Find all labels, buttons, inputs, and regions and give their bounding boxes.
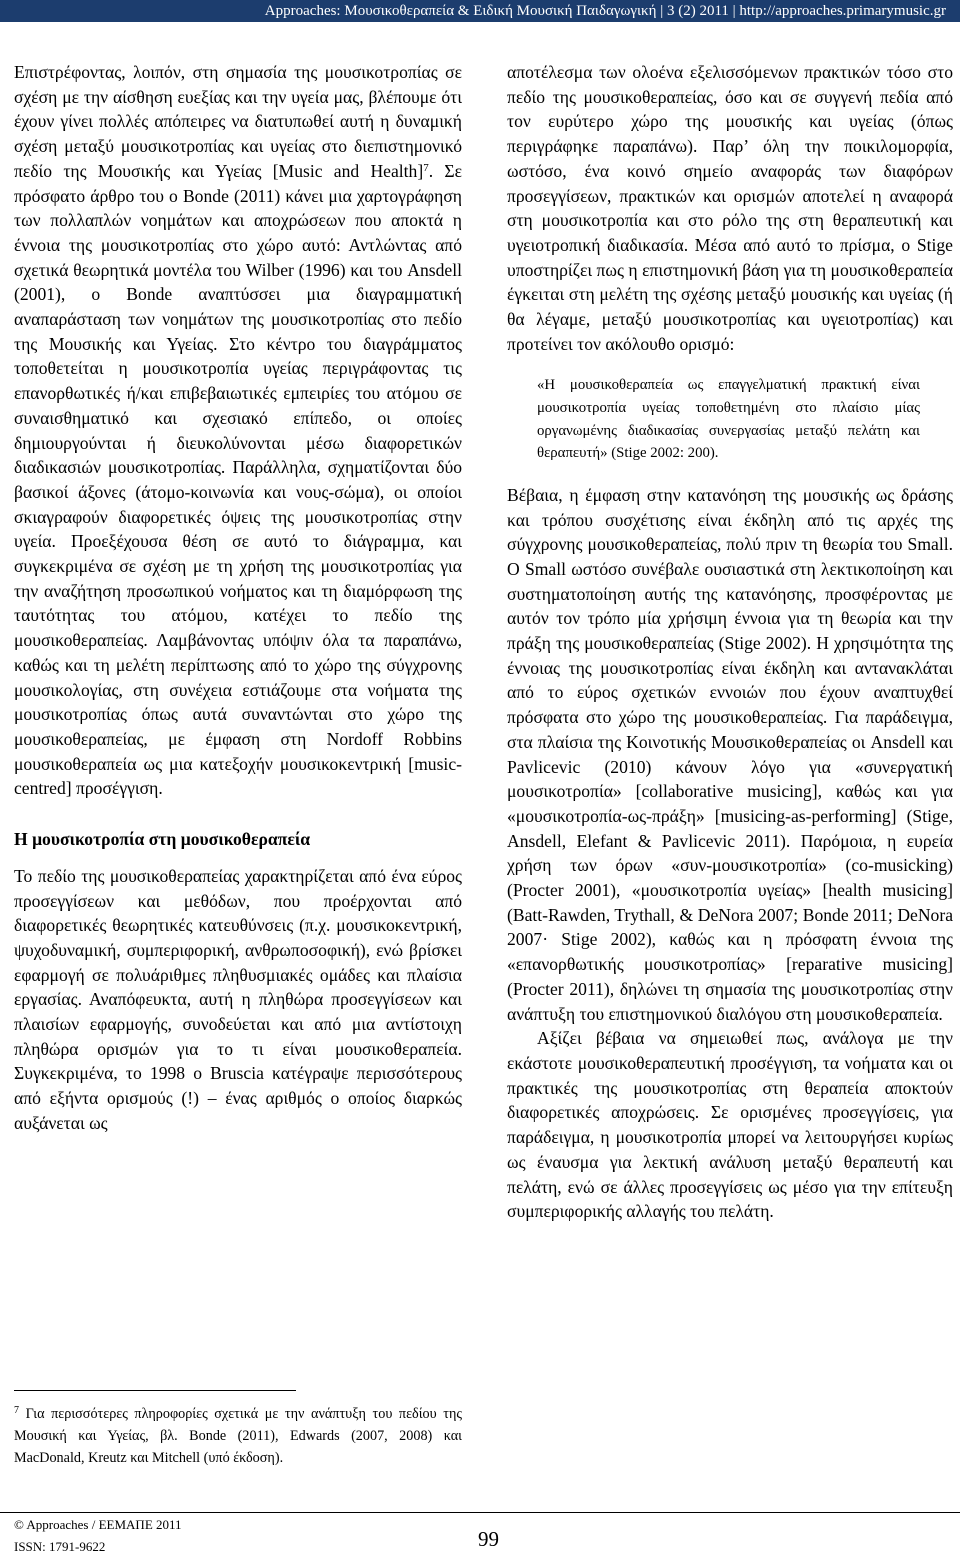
- paragraph-left-1: [14, 60, 462, 801]
- left-column: [14, 60, 462, 1136]
- footer-divider: [0, 1512, 960, 1513]
- footnote-reference[interactable]: 7: [423, 161, 429, 174]
- footnote-text: Για περισσότερες πληροφορίες σχετικά με την ανάπτυξη του πεδίου της Μουσική και Υγείας, βλ. Bonde (2011), Edwards (2007, 2008) και MacDonald, Kreutz και Mitchell (υπό έκδοση).: [14, 1406, 462, 1466]
- paragraph-right-3: Αξίζει βέβαια να σημειωθεί πως, ανάλογα με την εκάστοτε μουσικοθεραπευτική προσέγγιση, τα νοήματα και οι πρακτικές της μουσικοτροπίας στη θεραπεία αποκτούν διαφορετικές αποχρώσεις. Σε ορισμένες προσεγγίσεις, για παράδειγμα, η μουσικοτροπία μπορεί να λειτουργήσει κυρίως ως έναυσμα για λεκτική ανάλυση μεταξύ θεραπευτή και πελάτη, ενώ σε άλλες προσεγγίσεις ως μέσο για την επίτευξη συμπεριφορικής αλλαγής του πελάτη.: [507, 1028, 953, 1222]
- paragraph-right-2: Βέβαια, η έμφαση στην κατανόηση της μουσικής ως δράσης και τρόπου συσχέτισης είναι έκδηλη από τις αρχές της σύγχρονης μουσικοθεραπείας, πολύ πριν τη θεωρία του Small. Ο Small ωστόσο συνέβαλε ουσιαστικά στη λεκτικοποίηση και συστηματοποίηση αυτής της κατανόησης, προσφέροντας με αυτόν τον τρόπο μία χρήσιμη έννοια για τη θεωρία και την πράξη της μουσικοθεραπείας (Stige 2002). Η χρησιμότητα της έννοιας της μουσικοτροπίας είναι έκδηλη και αντανακλάται από το εύρος σχετικών εννοιών που έχουν αναπτυχθεί πρόσφατα στο χώρο της μουσικοθεραπείας. Για παράδειγμα, στα πλαίσια της Κοινοτικής Μουσικοθεραπείας οι Ansdell και Pavlicevic (2010) κάνουν λόγο για «συνεργατική μουσικοτροπία» [collaborative musicing], καθώς και για «μουσικοτροπία-ως-πράξη» [musicing-as-performing] (Stige, Ansdell, Elefant & Pavlicevic 2011). Παρόμοια, η ευρεία χρήση των όρων «συν-μουσικοτροπία» (co-musicking) (Procter 2001), «μουσικοτροπία υγείας» [health musicing] (Batt-Rawden, Trythall, & DeNora 2007; Bonde 2011; DeNora 2007· Stige 2002), καθώς και η πρόσφατη έννοια της «επανορθωτικής μουσικοτροπίας» [reparative musicing] (Procter 2011), δηλώνει τη σημασία της μουσικοτροπίας στην ανάπτυξη του επιστημονικού διαλόγου στη μουσικοθεραπεία.: [507, 484, 953, 1024]
- footer-copyright: © Approaches / ΕΕΜΑΠΕ 2011: [14, 1517, 182, 1532]
- page-number: 99: [478, 1527, 499, 1551]
- footnote: [14, 1403, 462, 1469]
- footer-issn: ISSN: 1791-9622: [14, 1539, 106, 1554]
- footnote-divider: [14, 1390, 296, 1391]
- section-heading: Η μουσικοτροπία στη μουσικοθεραπεία: [14, 829, 311, 850]
- paragraph-right-1: αποτέλεσμα των ολοένα εξελισσόμενων πρακτικών τόσο στο πεδίο της μουσικοθεραπείας, όσο και σε συγγενή πεδία από τον ευρύτερο χώρο της μουσικής και υγείας (όπως περιγράφηκε παραπάνω). Παρ’ όλη την ποικιλομορφία, ωστόσο, ένα κοινό σημείο αναφοράς των διαφόρων προσεγγίσεων, πρακτικών και ορισμών αποτελεί η αναφορά στη μουσικοτροπία και στο ρόλο της στη θεραπευτική και υγειοτροπική διαδικασία. Μέσα από αυτό το πρίσμα, ο Stige υποστηρίζει πως η επιστημονική βάση για τη μουσικοθεραπεία έγκειται στη μελέτη της σχέσης μεταξύ μουσικής και υγείας (ή θα λέγαμε, μεταξύ μουσικοτροπίας και υγειοτροπίας) και προτείνει τον ακόλουθο ορισμό:: [507, 62, 953, 354]
- block-quote: «Η μουσικοθεραπεία ως επαγγελματική πρακτική είναι μουσικοτροπία υγείας τοποθετημένη στο πλαίσιο μίας οργανωμένης διαδικασίας συνεργασίας μεταξύ πελάτη και θεραπευτή» (Stige 2002: 200).: [537, 377, 920, 462]
- running-header: Approaches: Μουσικοθεραπεία & Ειδική Μουσική Παιδαγωγική | 3 (2) 2011 | http://approaches.primarymusic.gr: [0, 0, 960, 22]
- footnote-number: 7: [14, 1405, 19, 1416]
- right-column: [507, 60, 953, 1224]
- paragraph-left-2: Το πεδίο της μουσικοθεραπείας χαρακτηρίζεται από ένα εύρος προσεγγίσεων και μεθόδων, που προέρχονται από διαφορετικές θεωρητικές κατευθύνσεις (π.χ. μουσικοκεντρική, ψυχοδυναμική, συμπεριφορική, ανθρωποσοφική), ενώ βρίσκει εφαρμογή σε πολυάριθμες πληθυσμιακές ομάδες και πλαίσια εργασίας. Αναπόφευκτα, αυτή η πληθώρα προσεγγίσεων και πλαισίων εφαρμογής, συνοδεύεται και από μια αντίστοιχη πληθώρα ορισμών για το τι είναι μουσικοθεραπεία. Συγκεκριμένα, το 1998 ο Bruscia κατέγραψε περισσότερους από εξήντα ορισμούς (!) – ένας αριθμός ο οποίος διαρκώς αυξάνεται ως: [14, 865, 462, 1133]
- paragraph-text: Επιστρέφοντας, λοιπόν, στη σημασία της μουσικοτροπίας σε σχέση με την αίσθηση ευεξίας και την υγεία μας, βλέπουμε ότι έχουν γίνει πολλές απόπειρες να διατυπωθεί αυτή η δυναμική σχέση μεταξύ μουσικοτροπίας και υγείας στο διεπιστημονικό πεδίο της Μουσικής και Υγείας [Music and Health]: [14, 62, 462, 181]
- paragraph-text: . Σε πρόσφατο άρθρο του ο Bonde (2011) κάνει μια χαρτογράφηση των πολλαπλών νοημάτων και αποχρώσεων που αποκτά η έννοια της μουσικοτροπίας στο χώρο αυτό: Αντλώντας από σχετικά θεωρητικά μοντέλα του Wilber (1996) και του Ansdell (2001), ο Bonde αναπτύσσει μια διαγραμματική αναπαράσταση των νοημάτων της μουσικοτροπίας στο πεδίο της Μουσικής και Υγείας. Στο κέντρο του διαγράμματος τοποθετείται η μουσικοτροπία υγείας περιγράφοντας τις επανορθωτικές ή/και επιβεβαιωτικές εμπειρίες του ατόμου σε συναισθηματικό και σχεσιακό επίπεδο, οι οποίες δημιουργούνται ή διευκολύνονται μέσω διαφορετικών διαδικασιών μουσικοτροπίας. Παράλληλα, σχηματίζονται δύο βασικοί άξονες (άτομο-κοινωνία και νους-σώμα), οι οποίοι σκιαγραφούν διαφορετικές όψεις της μουσικοτροπίας στην υγεία. Προεξέχουσα θέση σε αυτό το διάγραμμα, και συγκεκριμένα σε σχέση με τη χρήση της μουσικοτροπίας για την αναζήτηση προσωπικού νοήματος και τη διαμόρφωση της ταυτότητας του ατόμου, κατέχει το πεδίο της μουσικοθεραπείας. Λαμβάνοντας υπόψιν όλα τα παραπάνω, καθώς και τη μελέτη περίπτωσης από το χώρο της σύγχρονης μουσικολογίας, στη συνέχεια εστιάζουμε στα νοήματα της μουσικοτροπίας όπως αυτά συναντώνται στο χώρο της μουσικοθεραπείας, με έμφαση στη Nordoff Robbins μουσικοθεραπεία ως μια κατεξοχήν μουσικοκεντρική [music-centred] προσέγγιση.: [14, 160, 462, 799]
